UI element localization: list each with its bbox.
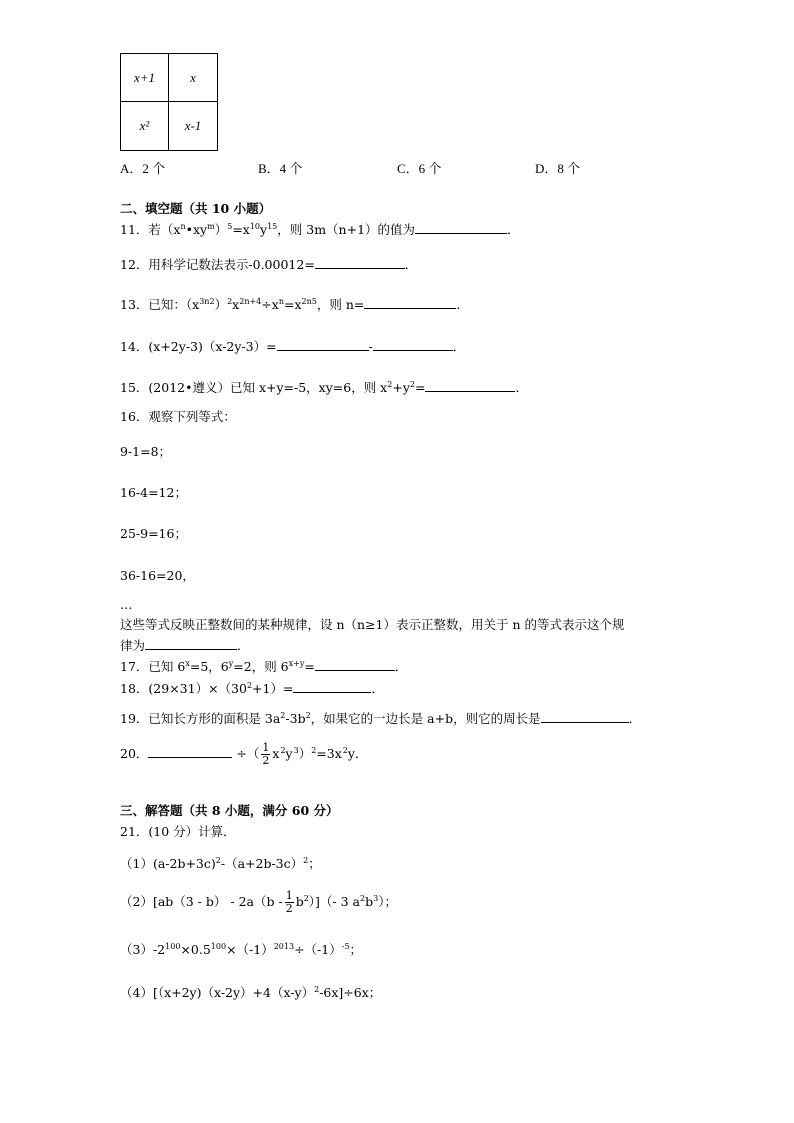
section-2-heading: 二、填空题（共 10 小题） [120, 201, 272, 216]
answer-blank[interactable] [277, 339, 369, 351]
equation-line: 25-9=16； [120, 526, 187, 541]
answer-blank[interactable] [145, 638, 237, 650]
fraction-one-half: $\frac{1}{2}$ [262, 741, 270, 767]
equation-line: 9-1=8； [120, 444, 172, 459]
part-4: $(4)[(x+2y)(x-2y)+4(x-y)^2-6x]\div 6x$； [120, 985, 382, 1000]
ellipsis: … [120, 597, 133, 612]
equation-line: 16-4=12； [120, 485, 187, 500]
tile-bottom-right: x-1 [184, 118, 202, 133]
answer-blank[interactable] [373, 339, 453, 351]
tile-bottom-left: x² [121, 102, 169, 150]
question-16-prompt-cont: 律为 ． [120, 638, 250, 653]
question-19: 19．已知长方形的面积是 $3a^2-3b^2$，如果它的一边长是 a+b，则它的周长是 ． [120, 711, 642, 726]
answer-blank[interactable] [415, 222, 507, 234]
question-16-prompt: 这些等式反映正整数间的某种规律，设 n（n≥1）表示正整数，用关于 n 的等式表示这个规 [120, 617, 625, 632]
answer-blank[interactable] [148, 746, 232, 758]
question-17: 17．已知 $6^x=5$，$6^y=2$，则 $6^{x+y}=$ ． [120, 659, 408, 674]
choice-d: D．8 个 [535, 161, 581, 176]
question-16: 16．观察下列等式： [120, 409, 236, 424]
question-21: 21．(10 分）计算． [120, 824, 236, 839]
fraction-one-half: $\frac{1}{2}$ [285, 889, 293, 915]
algebra-tile-figure [120, 53, 218, 151]
question-20: 20． ÷（ $\frac{1}{2}$ $x^2y^3)^2=3x^2y$． [120, 741, 368, 767]
part-2: （2）[ab（3 - b） - 2a（b - $\frac{1}{2}$ $b^2)](-$ 3 $a^2b^3$）； [120, 889, 397, 915]
question-18: 18．$(29\times 31)\times(30^2+1)=$ ． [120, 681, 384, 696]
choice-b: B．4 个 [258, 161, 303, 176]
answer-blank[interactable] [364, 297, 456, 309]
choice-c: C．6 个 [397, 161, 442, 176]
answer-blank[interactable] [541, 711, 629, 723]
question-11: 11．若$(x^n•xy^m)^5=x^{10}y^{15}$，则 3m（n+1）的值为 ． [120, 222, 520, 237]
answer-blank[interactable] [293, 681, 371, 693]
tile-top-right: x [169, 54, 217, 102]
question-13: 13．已知：$(x^{3n2})^2x^{2n+4}\div x^n=x^{2n5}$，则 n= ． [120, 297, 469, 312]
section-3-heading: 三、解答题（共 8 小题，满分 60 分） [120, 803, 339, 818]
equation-line: 36-16=20， [120, 568, 195, 583]
answer-blank[interactable] [315, 659, 395, 671]
answer-blank[interactable] [425, 380, 515, 392]
question-14: 14．(x+2y-3)（x-2y-3）= - ． [120, 339, 466, 354]
question-12: 12．用科学记数法表示-0.00012= ． [120, 257, 418, 272]
part-1: $(1)(a-2b+3c)^2-(a+2b-3c)^2$； [120, 856, 321, 871]
part-3: $(3)-2^{100}\times 0.5^{100}\times(-1)^{2013}\div(-1)^{-5}$； [120, 942, 363, 957]
question-15: 15．(2012•遵义）已知 x+y=-5，xy=6，则 $x^2+y^2=$ ． [120, 380, 528, 395]
choice-a: A．2 个 [120, 161, 166, 176]
answer-blank[interactable] [315, 257, 405, 269]
tile-top-left: x+1 [121, 54, 169, 102]
